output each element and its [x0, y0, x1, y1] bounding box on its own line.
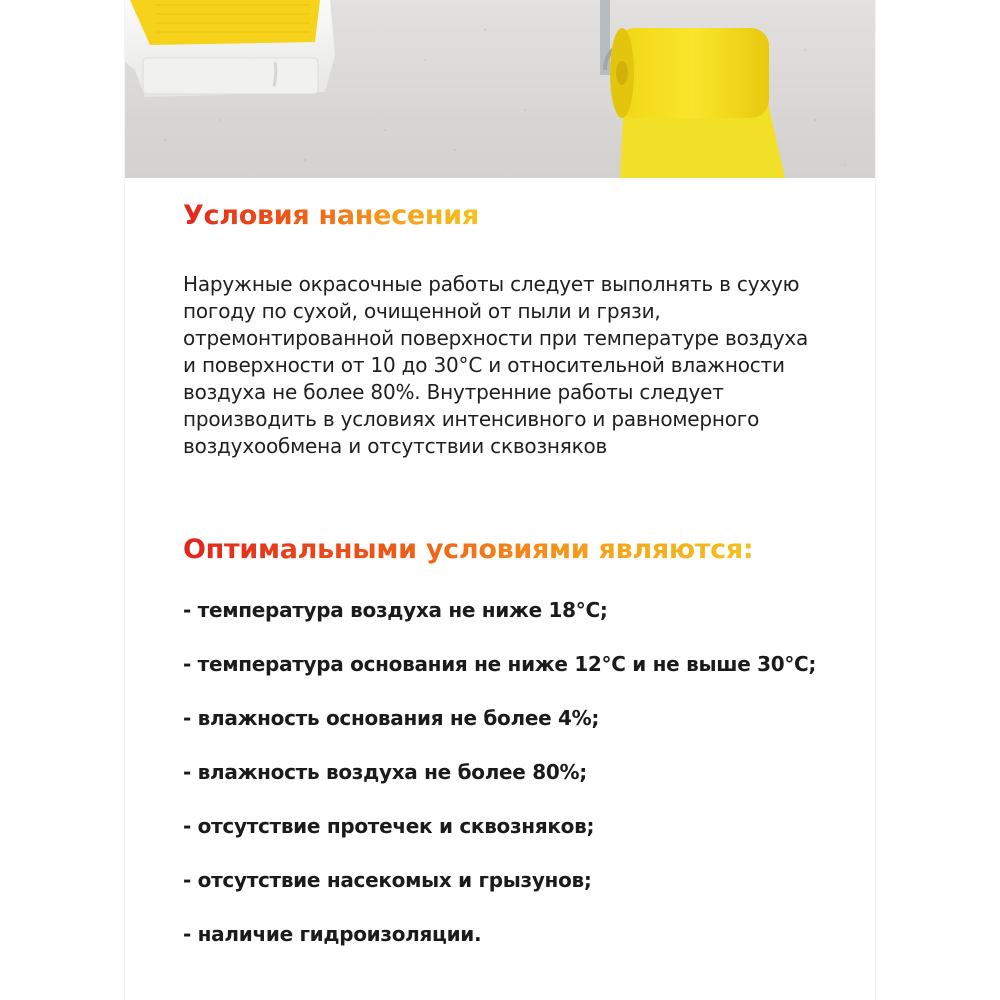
list-item: - температура основания не ниже 12°С и не выше 30°С;: [183, 652, 817, 676]
paint-roller: [610, 28, 769, 118]
list-item: - наличие гидроизоляции.: [183, 922, 482, 946]
section-title-application-conditions: Условия нанесения: [183, 200, 479, 231]
list-item: - отсутствие протечек и сквозняков;: [183, 814, 595, 838]
list-item: - влажность основания не более 4%;: [183, 706, 600, 730]
optimal-conditions-list: [183, 596, 816, 974]
application-conditions-text: Наружные окрасочные работы следует выполнять в сухую погоду по сухой, очищенной от пыли и грязи, отремонтированной поверхности при температуре воздуха и поверхности от 10 до 30°С и относительной влажности воздуха не более 80%. Внутренние работы следует производить в условиях интенсивного и равномерного воздухообмена и отсутствии сквозняков: [183, 272, 809, 458]
list-item: - влажность воздуха не более 80%;: [183, 760, 587, 784]
hero-photo: [125, 0, 875, 178]
list-item: - отсутствие насекомых и грызунов;: [183, 868, 592, 892]
paint-roller-illustration: [125, 0, 875, 178]
section-title-optimal-conditions: Оптимальными условиями являются:: [183, 534, 754, 565]
product-info-card: [125, 0, 875, 1000]
paint-tray: [125, 0, 335, 97]
list-item: - температура воздуха не ниже 18°С;: [183, 598, 608, 622]
